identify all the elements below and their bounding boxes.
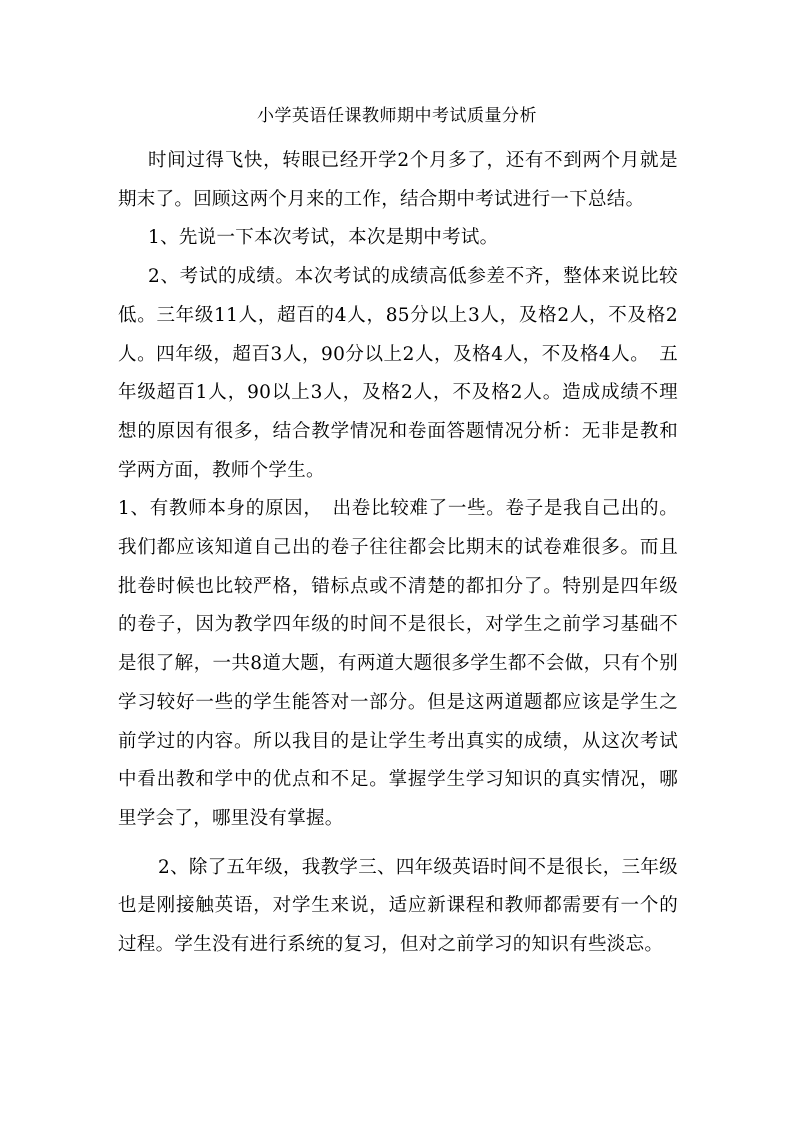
paragraph-intro: 时间过得飞快，转眼已经开学2个月多了，还有不到两个月就是期末了。回顾这两个月来的工作，结合期中考试进行一下总结。 bbox=[118, 150, 678, 210]
paragraph-item-1: 1、先说一下本次考试，本次是期中考试。 bbox=[148, 227, 499, 249]
paragraph-reason-time: 2、除了五年级，我教学三、四年级英语时间不是很长，三年级也是刚接触英语，对学生来说，适应新课程和教师都需要有一个的过程。学生没有进行系统的复习，但对之前学习的知识有些淡忘。 bbox=[118, 856, 678, 956]
paragraph-item-2-scores: 2、考试的成绩。本次考试的成绩高低参差不齐，整体来说比较低。三年级11人，超百的4人，85分以上3人，及格2人，不及格2人。四年级，超百3人，90分以上2人，及格4人，不及格4人。 五年级超百1人，90以上3人，及格2人，不及格2人。造成成绩不理想的原因有很多，结合教学情况和卷面答题情况分析：无非是教和学两方面，教师个学生。 bbox=[118, 266, 678, 481]
paragraph-reason-teacher: 1、有教师本身的原因， 出卷比较难了一些。卷子是我自己出的。我们都应该知道自己出的卷子往往都会比期末的试卷难很多。而且批卷时候也比较严格，错标点或不清楚的都扣分了。特别是四年级的卷子，因为教学四年级的时间不是很长，对学生之前学习基础不是很了解，一共8道大题，有两道大题很多学生都不会做，只有个别学习较好一些的学生能答对一部分。但是这两道题都应该是学生之前学过的内容。所以我目的是让学生考出真实的成绩，从这次考试中看出教和学中的优点和不足。掌握学生学习知识的真实情况，哪里学会了，哪里没有掌握。 bbox=[118, 498, 678, 829]
document-title: 小学英语任课教师期中考试质量分析 bbox=[257, 106, 537, 126]
document-body bbox=[118, 142, 678, 965]
